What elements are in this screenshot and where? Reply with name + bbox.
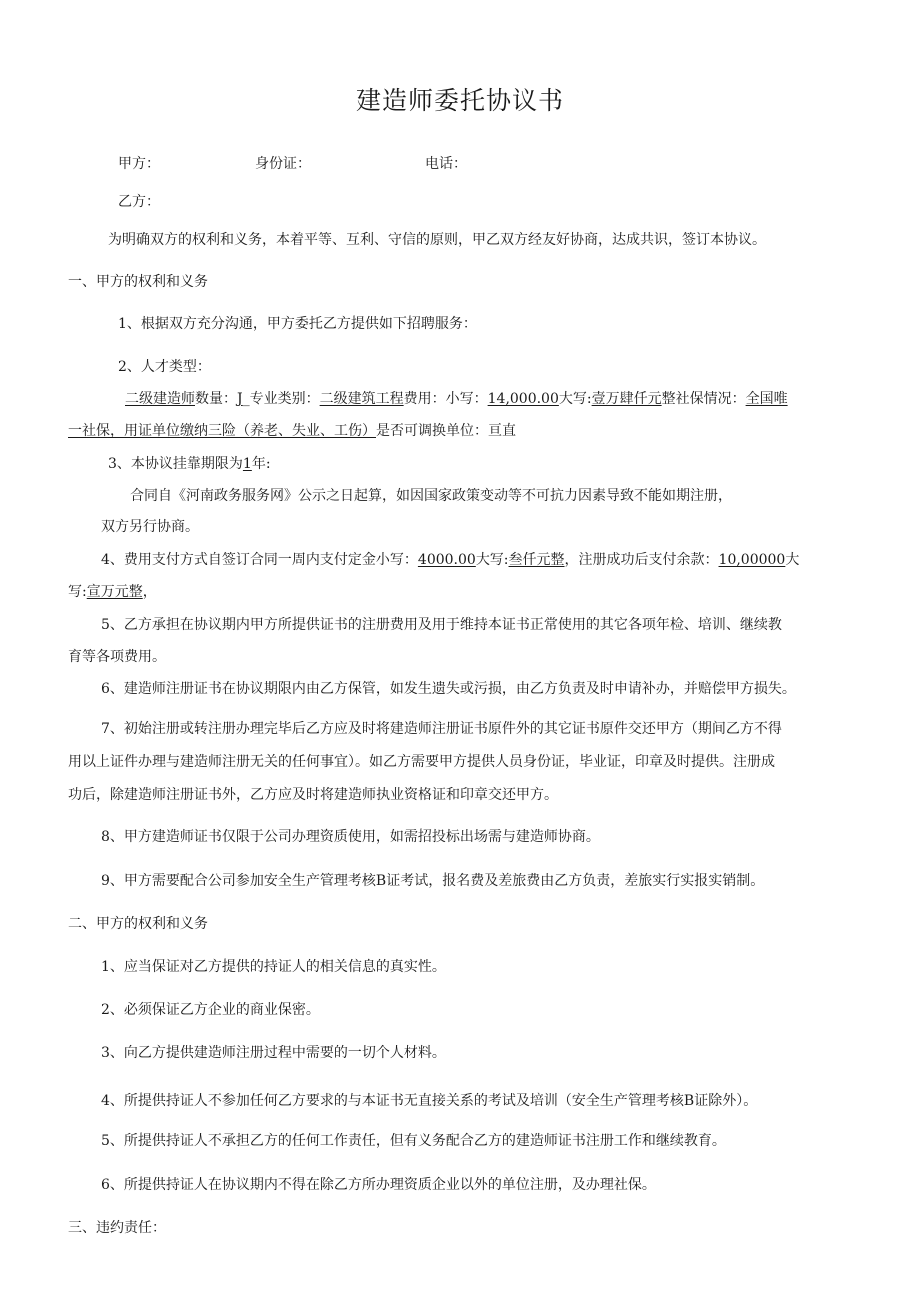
talent-type: 二级建造师 <box>125 391 195 407</box>
s1-item-5-line-1: 5、乙方承担在协议期内甲方所提供证书的注册费用及用于维持本证书正常使用的其它各项年检、培训、继续教 <box>101 617 782 633</box>
section-2-heading: 二、甲方的权利和义务 <box>68 916 208 932</box>
fee-label: 费用：小写： <box>403 391 488 407</box>
balance-small: 10,00000 <box>718 552 786 568</box>
item4-text-5: 写: <box>68 584 87 600</box>
fee-suffix: 整社保情况： <box>661 391 746 407</box>
s1-item-4-line-2 <box>68 582 157 602</box>
id-card-label: 身份证： <box>255 156 311 172</box>
item4-text-2: 大写: <box>475 552 509 568</box>
s2-item-4: 4、所提供持证人不参加任何乙方要求的与本证书无直接关系的考试及培训（安全生产管理考核B证除外）。 <box>101 1093 758 1109</box>
s2-item-5: 5、所提供持证人不承担乙方的任何工作责任，但有义务配合乙方的建造师证书注册工作和继续教育。 <box>101 1133 726 1149</box>
item4-text-6: ， <box>142 584 157 600</box>
s1-item-3-line-3: 双方另行协商。 <box>101 519 199 535</box>
social-b: 一社保，用证单位缴纳三险（养老、失业、工伤） <box>68 423 376 439</box>
phone-label: 电话： <box>425 156 467 172</box>
item4-text-1: 4、费用支付方式自签订合同一周内支付定金小写： <box>101 552 418 568</box>
fee-small: 14,000.00 <box>487 391 559 407</box>
page-title: 建造师委托协议书 <box>355 86 564 115</box>
section-3-heading: 三、违约责任： <box>68 1220 166 1236</box>
s1-item-5-line-2: 育等各项费用。 <box>68 649 166 665</box>
s2-item-2: 2、必须保证乙方企业的商业保密。 <box>101 1002 320 1018</box>
balance-big: 宣万元整 <box>86 584 143 600</box>
s1-item-3-line-2: 合同自《河南政务服务网》公示之日起算，如因国家政策变动等不可抗力因素导致不能如期注册， <box>130 488 732 504</box>
s1-item-7-line-2: 用以上证件办理与建造师注册无关的任何事宜）。如乙方需要甲方提供人员身份证，毕业证，印章及时提供。注册成 <box>68 754 775 770</box>
intro-paragraph: 为明确双方的权利和义务，本着平等、互利、守信的原则，甲乙双方经友好协商，达成共识，签订本协议。 <box>108 232 766 248</box>
deposit-big: 叁仟元整 <box>508 552 565 568</box>
spec-value: 二级建筑工程 <box>319 391 404 407</box>
transfer-text: 是否可调换单位：亘直 <box>376 423 516 439</box>
s1-item-3 <box>108 454 271 474</box>
s1-item-7-line-3: 功后，除建造师注册证书外，乙方应及时将建造师执业资格证和印章交还甲方。 <box>68 787 558 803</box>
spec-label: 专业类别： <box>249 391 320 407</box>
social-a: 全国唯 <box>745 391 788 407</box>
s1-item-2: 2、人才类型： <box>118 359 211 375</box>
s1-item-1: 1、根据双方充分沟通，甲方委托乙方提供如下招聘服务： <box>118 316 477 332</box>
s1-item-6: 6、建造师注册证书在协议期限内由乙方保管，如发生遗失或污损，由乙方负责及时申请补办，并赔偿甲方损失。 <box>101 681 796 697</box>
fee-big: 壹万肆仟元 <box>591 391 662 407</box>
s2-item-3: 3、向乙方提供建造师注册过程中需要的一切个人材料。 <box>101 1045 446 1061</box>
deposit-small: 4000.00 <box>417 552 476 568</box>
item3-prefix: 3、本协议挂靠期限为 <box>108 456 243 472</box>
s1-item-4-line-1 <box>101 550 799 570</box>
s1-item-8: 8、甲方建造师证书仅限于公司办理资质使用，如需招投标出场需与建造师协商。 <box>101 829 600 845</box>
s2-item-6: 6、所提供持证人在协议期内不得在除乙方所办理资质企业以外的单位注册，及办理社保。 <box>101 1177 656 1193</box>
talent-line-2 <box>68 421 516 441</box>
qty-label: 数量： <box>195 391 237 407</box>
fee-big-label: 大写: <box>558 391 592 407</box>
qty-value: J <box>237 391 243 407</box>
section-1-heading: 一、甲方的权利和义务 <box>68 274 208 290</box>
s1-item-9: 9、甲方需要配合公司参加安全生产管理考核B证考试，报名费及差旅费由乙方负责，差旅实行实报实销制。 <box>101 873 765 889</box>
item4-text-4: 大 <box>785 552 800 568</box>
item3-suffix: 年: <box>251 456 271 472</box>
party-b-label: 乙方： <box>118 194 160 210</box>
qty-sep: _ <box>242 391 250 407</box>
talent-line-1 <box>125 389 788 409</box>
s1-item-7-line-1: 7、初始注册或转注册办理完毕后乙方应及时将建造师注册证书原件外的其它证书原件交还甲方（期间乙方不得 <box>101 721 782 737</box>
s2-item-1: 1、应当保证对乙方提供的持证人的相关信息的真实性。 <box>101 959 446 975</box>
item3-years: 1 <box>242 456 252 472</box>
item4-text-3: ，注册成功后支付余款： <box>564 552 719 568</box>
party-a-label: 甲方： <box>118 156 160 172</box>
